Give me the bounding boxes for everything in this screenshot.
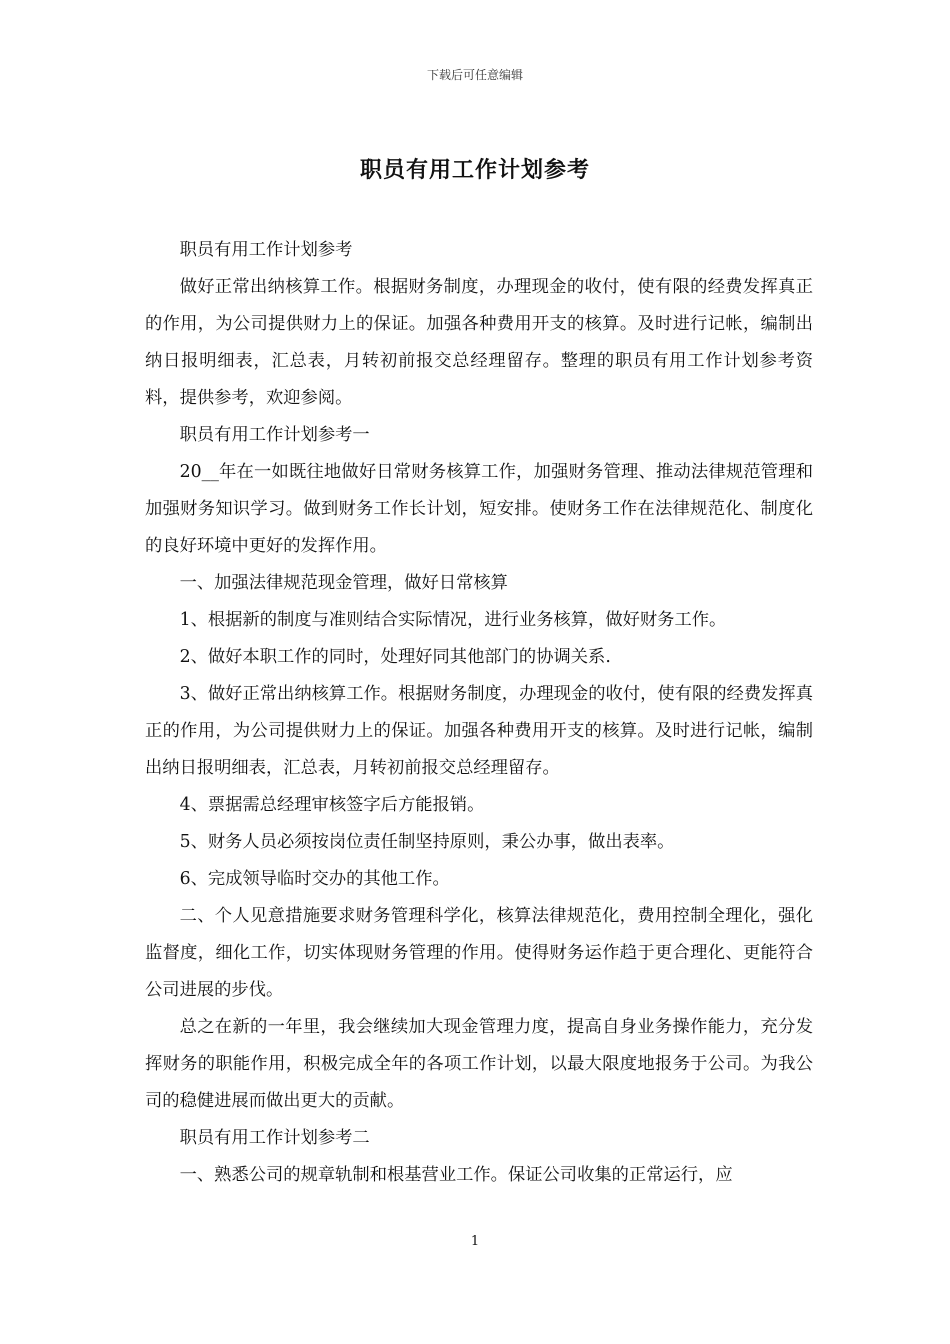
- paragraph: 4、票据需总经理审核签字后方能报销。: [179, 795, 485, 815]
- paragraph: 二、个人见意措施要求财务管理科学化，核算法律规范化，费用控制全理化，强化监督度，细化工作，切实体现财务管理的作用。使得财务运作趋于更合理化、更能符合公司进展的步伐。: [145, 906, 813, 1000]
- paragraph: 20__年在一如既往地做好日常财务核算工作，加强财务管理、推动法律规范管理和加强财务知识学习。做到财务工作长计划，短安排。使财务工作在法律规范化、制度化的良好环境中更好的发挥作用。: [145, 462, 813, 556]
- paragraph: 职员有用工作计划参考: [179, 240, 353, 260]
- document-title: 职员有用工作计划参考: [359, 157, 590, 183]
- paragraph: 3、做好正常出纳核算工作。根据财务制度，办理现金的收付，使有限的经费发挥真正的作用，为公司提供财力上的保证。加强各种费用开支的核算。及时进行记帐，编制出纳日报明细表，汇总表，月转初前报交总经理留存。: [145, 684, 813, 778]
- header-note: 下载后可任意编辑: [426, 68, 523, 82]
- paragraph: 总之在新的一年里，我会继续加大现金管理力度，提高自身业务操作能力，充分发挥财务的职能作用，积极完成全年的各项工作计划，以最大限度地报务于公司。为我公司的稳健进展而做出更大的贡献。: [145, 1017, 813, 1111]
- paragraph: 5、财务人员必须按岗位责任制坚持原则，秉公办事，做出表率。: [179, 832, 675, 852]
- page-number: 1: [470, 1234, 480, 1249]
- paragraph: 职员有用工作计划参考一: [179, 425, 370, 445]
- document-body: [145, 232, 813, 1194]
- paragraph: 2、做好本职工作的同时，处理好同其他部门的协调关系.: [179, 647, 611, 667]
- paragraph: 6、完成领导临时交办的其他工作。: [179, 869, 450, 889]
- paragraph: 职员有用工作计划参考二: [179, 1128, 370, 1148]
- paragraph: 一、加强法律规范现金管理，做好日常核算: [179, 573, 508, 593]
- paragraph: 一、熟悉公司的规章轨制和根基营业工作。保证公司收集的正常运行，应: [179, 1165, 733, 1185]
- paragraph: 做好正常出纳核算工作。根据财务制度，办理现金的收付，使有限的经费发挥真正的作用，为公司提供财力上的保证。加强各种费用开支的核算。及时进行记帐，编制出纳日报明细表，汇总表，月转初前报交总经理留存。整理的职员有用工作计划参考资料，提供参考，欢迎参阅。: [145, 277, 813, 408]
- paragraph: 1、根据新的制度与准则结合实际情况，进行业务核算，做好财务工作。: [179, 610, 727, 630]
